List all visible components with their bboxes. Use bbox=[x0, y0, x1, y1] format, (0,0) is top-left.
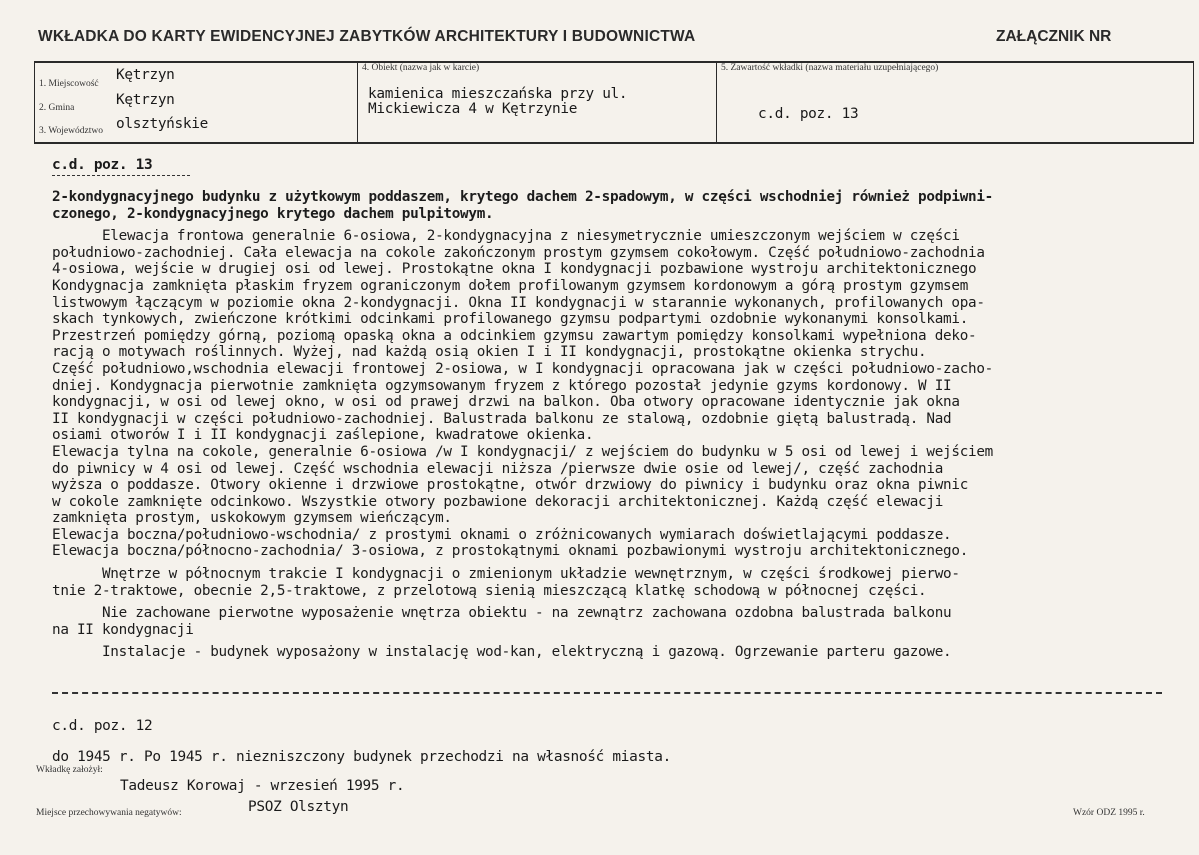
body-line: na II kondygnacji bbox=[52, 621, 194, 638]
continuation-heading: c.d. poz. 12 bbox=[52, 718, 153, 734]
body-line: listwowym łączącym w poziomie okna 2-kondygnacji. Okna II kondygnacji w starannie wykonanych, profilowanych opa- bbox=[52, 294, 985, 311]
body-line: osiami otworów I i II kondygnacji zaślepione, kwadratowe okienka. bbox=[52, 427, 594, 444]
object-value-line-2: Mickiewicza 4 w Kętrzynie bbox=[368, 101, 578, 117]
author-label: Wkładkę założył: bbox=[36, 765, 103, 775]
section-heading-underline bbox=[52, 175, 190, 176]
locality-value: Kętrzyn bbox=[116, 67, 175, 83]
body-line: zamknięta prostym, uskokowym gzymsem wieńczącym. bbox=[52, 510, 452, 527]
form-title: WKŁADKA DO KARTY EWIDENCYJNEJ ZABYTKÓW ARCHITEKTURY I BUDOWNICTWA bbox=[38, 28, 696, 45]
section-heading: c.d. poz. 13 bbox=[52, 157, 153, 173]
body-line: Nie zachowane pierwotne wyposażenie wnętrza obiektu - na zewnątrz zachowana ozdobna balustrada balkonu bbox=[52, 605, 952, 622]
body-line: czonego, 2-kondygnacyjnego krytego dachem pulpitowym. bbox=[52, 205, 494, 222]
attachment-number-label: ZAŁĄCZNIK NR bbox=[996, 28, 1112, 45]
body-line: Instalacje - budynek wyposażony w instalację wod-kan, elektryczną i gazową. Ogrzewanie parteru gazowe. bbox=[52, 644, 952, 661]
body-line: Wnętrze w północnym trakcie I kondygnacji o zmienionym układzie wewnętrznym, w części środkowej pierwo- bbox=[52, 566, 960, 583]
header-right-edge bbox=[1193, 61, 1194, 143]
body-line: do piwnicy w 4 osi od lewej. Część wschodnia elewacji niższa /pierwsze dwie osie od lewej/, część zachodnia bbox=[52, 460, 944, 477]
body-line: Elewacja frontowa generalnie 6-osiowa, 2-kondygnacyjna z niesymetrycznie umieszczonym wejściem w części bbox=[52, 228, 960, 245]
body-line: 4-osiowa, wejście w drugiej osi od lewej. Prostokątne okna I kondygnacji pozbawione wystroju architektonicznego bbox=[52, 261, 977, 278]
body-line: wyższa o poddasze. Otwory okienne i drzwiowe prostokątne, otwór drzwiowy do piwnicy i budynku oraz okna piwnic bbox=[52, 477, 969, 494]
voivodeship-label: 3. Województwo bbox=[39, 126, 103, 136]
commune-label: 2. Gmina bbox=[39, 103, 75, 113]
header-divider-2 bbox=[716, 61, 717, 143]
header-top-rule bbox=[34, 61, 1194, 63]
negatives-location-value: PSOZ Olsztyn bbox=[248, 799, 349, 815]
body-line: racją o motywach roślinnych. Wyżej, nad każdą osią okien I i II kondygnacji, prostokątne okienka strychu. bbox=[52, 344, 927, 361]
author-value: Tadeusz Korowaj - wrzesień 1995 r. bbox=[120, 778, 405, 794]
body-line: Kondygnacja zamknięta płaskim fryzem ograniczonym dołem profilowanym gzymsem kordonowym a górą prostym gzymsem bbox=[52, 277, 969, 294]
header-bottom-rule bbox=[34, 142, 1194, 144]
section-separator bbox=[52, 692, 1162, 694]
commune-value: Kętrzyn bbox=[116, 92, 175, 108]
voivodeship-value: olsztyńskie bbox=[116, 116, 209, 132]
body-line: 2-kondygnacyjnego budynku z użytkowym poddaszem, krytego dachem 2-spadowym, w części wschodniej również podpiwni- bbox=[52, 189, 994, 205]
body-line: tnie 2-traktowe, obecnie 2,5-traktowe, z przelotową sienią mieszczącą klatkę schodową w północnej części. bbox=[52, 582, 927, 599]
continuation-text: do 1945 r. Po 1945 r. niezniszczony budynek przechodzi na własność miasta. bbox=[52, 749, 671, 765]
body-line: południowo-zachodniej. Cała elewacja na cokole zakończonym prostym gzymsem cokołowym. Część południowo-zachodnia bbox=[52, 244, 985, 261]
object-value-line-1: kamienica mieszczańska przy ul. bbox=[368, 86, 628, 102]
content-value: c.d. poz. 13 bbox=[758, 106, 859, 122]
object-label: 4. Obiekt (nazwa jak w karcie) bbox=[362, 63, 480, 73]
form-code: Wzór ODZ 1995 r. bbox=[1073, 808, 1145, 818]
body-line: Elewacja tylna na cokole, generalnie 6-osiowa /w I kondygnacji/ z wejściem do budynku w 5 osi od lewej i wejściem bbox=[52, 443, 994, 460]
body-line: Część południowo,wschodnia elewacji frontowej 2-osiowa, w I kondygnacji opracowana jak w części południowo-zacho- bbox=[52, 360, 994, 377]
body-line: Przestrzeń pomiędzy górną, poziomą opaską okna a odcinkiem gzymsu zawartym pomiędzy konsolkami wypełniona deko- bbox=[52, 327, 977, 344]
header-left-edge bbox=[34, 61, 35, 143]
body-line: II kondygnacji w części południowo-zachodniej. Balustrada balkonu ze stalową, ozdobnie giętą balustradą. Nad bbox=[52, 410, 952, 427]
body-line: w cokole zamknięte odcinkowo. Wszystkie otwory pozbawione dekoracji architektonicznej. Każdą część elewacji bbox=[52, 493, 944, 510]
locality-label: 1. Miejscowość bbox=[39, 79, 99, 89]
body-line: Elewacja boczna/północno-zachodnia/ 3-osiowa, z prostokątnymi oknami pozbawionymi wystroju architektonicznego. bbox=[52, 543, 969, 560]
body-line: Elewacja boczna/południowo-wschodnia/ z prostymi oknami o zróżnicowanych wymiarach doświetlającymi poddasze. bbox=[52, 526, 952, 543]
body-line: skach tynkowych, zwieńczone krótkimi odcinkami profilowanego gzymsu podpartymi ozdobnie wykonanymi konsolkami. bbox=[52, 311, 969, 328]
body-line: dniej. Kondygnacja pierwotnie zamknięta ogzymsowanym fryzem z którego pozostał jedynie gzyms kordonowy. W II bbox=[52, 377, 952, 394]
negatives-location-label: Miejsce przechowywania negatywów: bbox=[36, 808, 182, 818]
header-divider-1 bbox=[357, 61, 358, 143]
content-label: 5. Zawartość wkładki (nazwa materiału uzupełniającego) bbox=[721, 63, 939, 73]
body-line: kondygnacji, w osi od lewej okno, w osi od prawej drzwi na balkon. Oba otwory opracowane identycznie jak okna bbox=[52, 394, 960, 411]
description-body bbox=[52, 189, 1197, 661]
